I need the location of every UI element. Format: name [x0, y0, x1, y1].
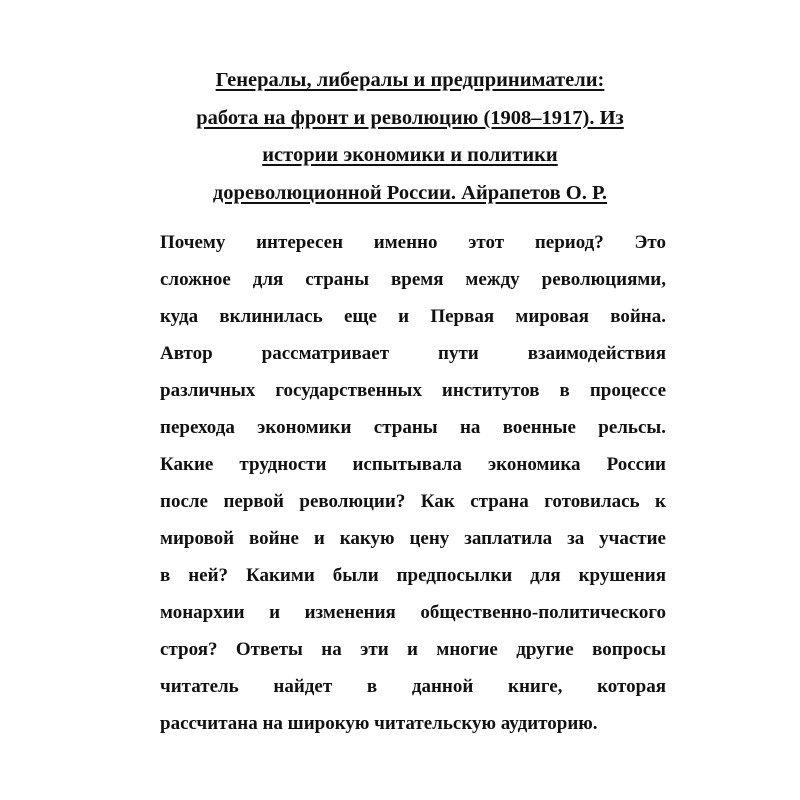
description-line: рассчитана на широкую читательскую аудиторию. [160, 713, 598, 734]
description-line: мировой войне и какую цену заплатила за участие [160, 528, 666, 549]
book-title [150, 62, 670, 212]
description-line: куда вклинилась еще и Первая мировая война. [160, 306, 666, 327]
description-line: сложное для страны время между революциями, [160, 269, 666, 290]
description-line: перехода экономики страны на военные рельсы. [160, 417, 666, 438]
description-line: различных государственных институтов в процессе [160, 380, 666, 401]
description-line: Какие трудности испытывала экономика России [160, 454, 666, 475]
description-line: в ней? Какими были предпосылки для крушения [160, 565, 666, 586]
title-line: истории экономики и политики [262, 144, 558, 166]
description-line: Почему интересен именно этот период? Это [160, 232, 666, 253]
description-line: после первой революции? Как страна готовилась к [160, 491, 666, 512]
title-line: Генералы, либералы и предприниматели: [215, 69, 605, 91]
description-line: строя? Ответы на эти и многие другие вопросы [160, 639, 666, 660]
title-line: работа на фронт и революцию (1908–1917). Из [196, 106, 624, 129]
description-line: монархии и изменения общественно-политического [160, 602, 666, 623]
description-line: Автор рассматривает пути взаимодействия [160, 343, 666, 364]
description-line: читатель найдет в данной книге, которая [160, 676, 666, 697]
title-line: дореволюционной России. Айрапетов О. Р. [212, 181, 608, 204]
book-description [160, 224, 666, 742]
